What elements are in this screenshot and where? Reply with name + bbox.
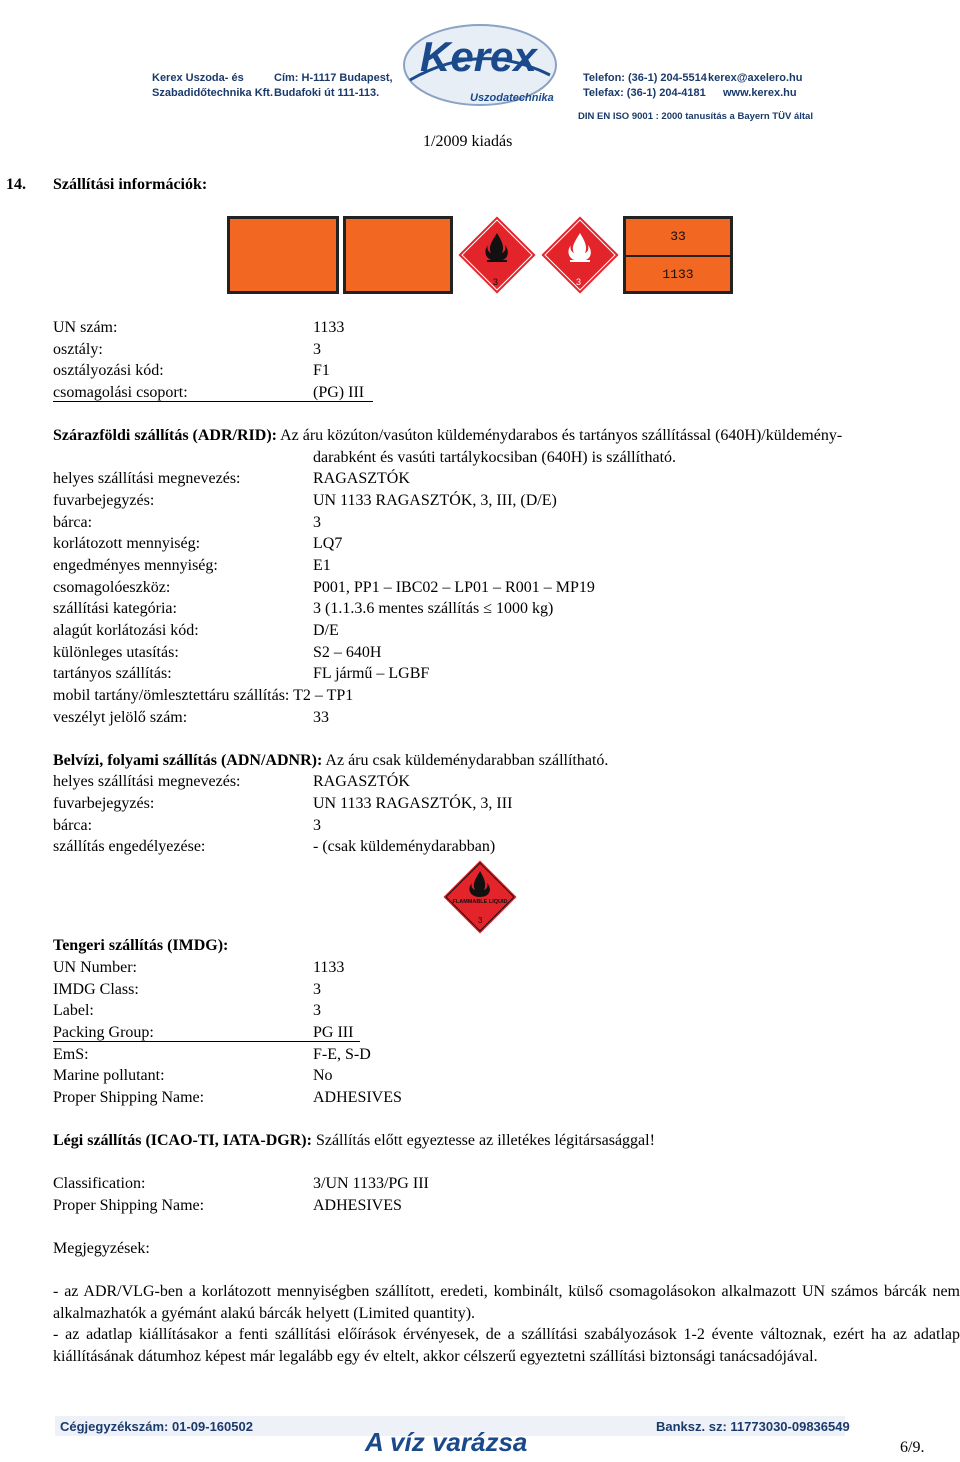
section-title: Szállítási információk:: [53, 176, 208, 193]
label: UN Number:: [53, 959, 137, 976]
label: engedményes mennyiség:: [53, 557, 218, 574]
label: helyes szállítási megnevezés:: [53, 470, 241, 487]
label: bárca:: [53, 817, 93, 834]
address-line1: Cím: H-1117 Budapest,: [274, 72, 393, 84]
page-number: 6/9.: [900, 1439, 925, 1456]
label: osztály:: [53, 341, 103, 358]
website: www.kerex.hu: [723, 87, 797, 99]
value: - (csak küldeménydarabban): [313, 838, 496, 855]
edition: 1/2009 kiadás: [423, 133, 513, 150]
email: kerex@axelero.hu: [708, 72, 803, 84]
value: 3 (1.1.3.6 mentes szállítás ≤ 1000 kg): [313, 600, 554, 617]
air-intro: [53, 1131, 655, 1151]
placard-class-3: 3: [478, 916, 483, 925]
value: ADHESIVES: [313, 1197, 402, 1214]
flammable-liquid-icon: [440, 857, 520, 937]
phone-line1: Telefon: (36-1) 204-5514: [583, 72, 707, 84]
label: alagút korlátozási kód:: [53, 622, 199, 639]
land-text-1: Az áru közúton/vasúton küldeménydarabos és tartányos szállítással (640H)/küldemény-: [280, 427, 843, 444]
phone-line2: Telefax: (36-1) 204-4181: [583, 87, 706, 99]
company-line1: Kerex Uszoda- és: [152, 72, 244, 84]
note-2: - az adatlap kiállításakor a fenti szállítási előírások érvényesek, de a szállítási szabályozások 1-2 évente változnak, ezért ha az adatlap kiállításának dátumhoz képest már legalább egy év eltelt, akkor célszerű egyeztetni szállítási biztonsági tanácsadójával.: [53, 1326, 960, 1365]
value: PG III: [313, 1024, 354, 1041]
label: különleges utasítás:: [53, 644, 179, 661]
label: fuvarbejegyzés:: [53, 795, 155, 812]
land-intro: [53, 426, 842, 446]
sea-heading: Tengeri szállítás (IMDG):: [53, 937, 229, 954]
value: 3: [313, 341, 321, 358]
mobile-tank: mobil tartány/ömlesztettáru szállítás: T2 – TP1: [53, 687, 354, 704]
value: 1133: [313, 319, 345, 336]
label: csomagolóeszköz:: [53, 579, 171, 596]
value: 3/UN 1133/PG III: [313, 1175, 429, 1192]
inland-text: Az áru csak küldeménydarabban szállítható.: [325, 752, 609, 769]
land-heading: Szárazföldi szállítás (ADR/RID):: [53, 427, 277, 444]
label: Marine pollutant:: [53, 1067, 165, 1084]
label: korlátozott mennyiség:: [53, 535, 201, 552]
value: FL jármű – LGBF: [313, 665, 430, 682]
label: veszélyt jelölő szám:: [53, 709, 188, 726]
label: osztályozási kód:: [53, 362, 164, 379]
plate-divider: [626, 255, 730, 257]
plate-un-number: 1133: [662, 267, 694, 282]
label: bárca:: [53, 514, 93, 531]
company-line2: Szabadidőtechnika Kft.: [152, 87, 274, 99]
inland-heading: Belvízi, folyami szállítás (ADN/ADNR):: [53, 752, 323, 769]
value: F-E, S-D: [313, 1046, 371, 1063]
value: S2 – 640H: [313, 644, 382, 661]
value: ADHESIVES: [313, 1089, 402, 1106]
value: (PG) III: [313, 384, 365, 401]
value: 1133: [313, 959, 345, 976]
value: D/E: [313, 622, 339, 639]
label: szállítási kategória:: [53, 600, 177, 617]
label: csomagolási csoport:: [53, 384, 188, 401]
value: 3: [313, 817, 321, 834]
value: E1: [313, 557, 331, 574]
label: fuvarbejegyzés:: [53, 492, 155, 509]
orange-plate-un: [623, 216, 733, 294]
label: Proper Shipping Name:: [53, 1197, 205, 1214]
value: 3: [313, 981, 321, 998]
value: UN 1133 RAGASZTÓK, 3, III: [313, 795, 513, 812]
slogan: A víz varázsa: [365, 1427, 528, 1457]
value: 33: [313, 709, 329, 726]
label: EmS:: [53, 1046, 89, 1063]
label: helyes szállítási megnevezés:: [53, 773, 241, 790]
kerex-logo: [400, 20, 560, 110]
value: F1: [313, 362, 330, 379]
value: RAGASZTÓK: [313, 773, 410, 790]
value: No: [313, 1067, 333, 1084]
label: IMDG Class:: [53, 981, 139, 998]
flame-diamond-icon: [455, 213, 539, 297]
value: 3: [313, 514, 321, 531]
label: tartányos szállítás:: [53, 665, 172, 682]
value: UN 1133 RAGASZTÓK, 3, III, (D/E): [313, 492, 557, 509]
label: Classification:: [53, 1175, 146, 1192]
company-registry: Cégjegyzékszám: 01-09-160502: [60, 1419, 253, 1434]
logo-sub: Uszodatechnika: [470, 92, 554, 104]
address-line2: Budafoki út 111-113.: [274, 87, 380, 99]
value: LQ7: [313, 535, 343, 552]
label: Packing Group:: [53, 1024, 154, 1041]
label: UN szám:: [53, 319, 118, 336]
air-heading: Légi szállítás (ICAO-TI, IATA-DGR):: [53, 1132, 312, 1149]
value: P001, PP1 – IBC02 – LP01 – R001 – MP19: [313, 579, 595, 596]
flammable-text: FLAMMABLE LIQUID: [452, 899, 508, 905]
logo-brand: Kerex: [420, 33, 537, 80]
underline-rule: [53, 1041, 360, 1042]
certification: DIN EN ISO 9001 : 2000 tanusítás a Bayern TÜV által: [578, 111, 813, 122]
notes-heading: Megjegyzések:: [53, 1240, 150, 1257]
section-number: 14.: [6, 176, 26, 193]
label: szállítás engedélyezése:: [53, 838, 206, 855]
value: RAGASZTÓK: [313, 470, 410, 487]
orange-plate-blank-1: [227, 216, 339, 294]
placard-class-1: 3: [493, 277, 499, 287]
air-text: Szállítás előtt egyeztesse az illetékes légitársasággal!: [315, 1132, 655, 1149]
underline-rule: [53, 401, 373, 402]
label: Label:: [53, 1002, 94, 1019]
inland-intro: [53, 751, 608, 771]
flame-diamond-icon-2: [538, 213, 622, 297]
bank-account: Banksz. sz: 11773030-09836549: [656, 1419, 850, 1434]
land-text-2: darabként és vasúti tartálykocsiban (640H) is szállítható.: [313, 449, 677, 466]
plate-hazard-number: 33: [670, 229, 686, 244]
placard-class-2: 3: [576, 277, 582, 287]
label: Proper Shipping Name:: [53, 1089, 205, 1106]
note-1: - az ADR/VLG-ben a korlátozott mennyiségben szállított, eredeti, kombinált, külső csomagolásokon alkalmazott UN számos bárcák nem alkalmazhatók a gyémánt alakú bárcák helyett (Limited quantity).: [53, 1283, 960, 1322]
orange-plate-blank-2: [343, 216, 453, 294]
value: 3: [313, 1002, 321, 1019]
